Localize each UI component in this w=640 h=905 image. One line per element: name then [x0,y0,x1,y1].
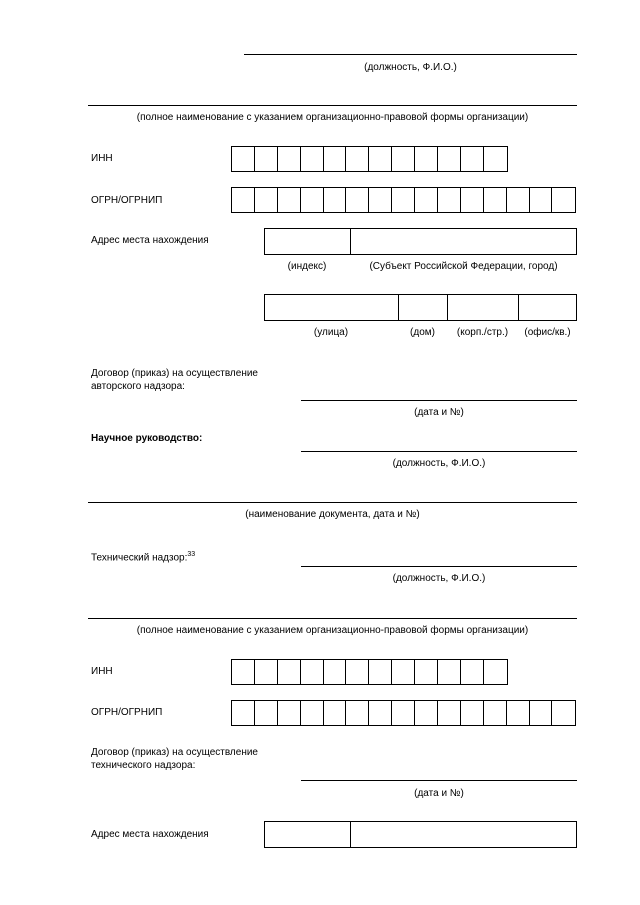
inn-label-1: ИНН [91,153,113,164]
org-name-line-2[interactable] [88,618,577,619]
inn-boxes-1[interactable] [231,146,508,172]
house-caption: (дом) [410,327,435,338]
scientific-position-line[interactable] [301,451,577,452]
position-line-top[interactable] [244,54,577,55]
footnote-marker: 33 [187,551,196,558]
index-field-2[interactable] [265,822,351,847]
technical-contract-label-line1: Договор (приказ) на осуществление [91,747,258,758]
house-field[interactable] [399,295,448,320]
address-row2-1[interactable] [264,294,577,321]
ogrn-boxes-2[interactable] [231,700,576,726]
org-name-line-1[interactable] [88,105,577,106]
office-field[interactable] [519,295,576,320]
author-contract-label-line2: авторского надзора: [91,381,185,392]
region-field-2[interactable] [351,822,576,847]
office-caption: (офис/кв.) [524,327,571,338]
region-caption: (Субъект Российской Федерации, город) [369,261,558,272]
technical-contract-label-line2: технического надзора: [91,760,196,771]
scientific-doc-caption: (наименование документа, дата и №) [245,509,420,520]
technical-label-text: Технический надзор: [91,552,188,564]
author-contract-date-caption: (дата и №) [414,407,464,418]
address-label-1: Адрес места нахождения [91,235,209,246]
scientific-doc-line[interactable] [88,502,577,503]
address-row1-2[interactable] [264,821,577,848]
inn-label-2: ИНН [91,666,113,677]
ogrn-label-2: ОГРН/ОГРНИП [91,707,163,718]
index-caption: (индекс) [287,261,327,272]
technical-contract-line[interactable] [301,780,577,781]
org-name-caption-1: (полное наименование с указанием организационно-правовой формы организации) [136,112,529,123]
technical-position-line[interactable] [301,566,577,567]
index-field[interactable] [265,229,351,254]
ogrn-boxes-1[interactable] [231,187,576,213]
address-label-2: Адрес места нахождения [91,829,209,840]
ogrn-label-1: ОГРН/ОГРНИП [91,195,163,206]
inn-boxes-2[interactable] [231,659,508,685]
building-caption: (корп./стр.) [456,327,509,338]
technical-contract-date-caption: (дата и №) [414,788,464,799]
street-caption: (улица) [313,327,349,338]
author-contract-label-line1: Договор (приказ) на осуществление [91,368,258,379]
address-row1-1[interactable] [264,228,577,255]
region-field[interactable] [351,229,576,254]
scientific-position-caption: (должность, Ф.И.О.) [392,458,486,469]
author-contract-line[interactable] [301,400,577,401]
technical-position-caption: (должность, Ф.И.О.) [392,573,486,584]
building-field[interactable] [448,295,519,320]
scientific-label: Научное руководство: [91,433,203,444]
org-name-caption-2: (полное наименование с указанием организационно-правовой формы организации) [136,625,529,636]
technical-label [91,548,195,564]
position-caption-top: (должность, Ф.И.О.) [364,62,457,73]
street-field[interactable] [265,295,399,320]
